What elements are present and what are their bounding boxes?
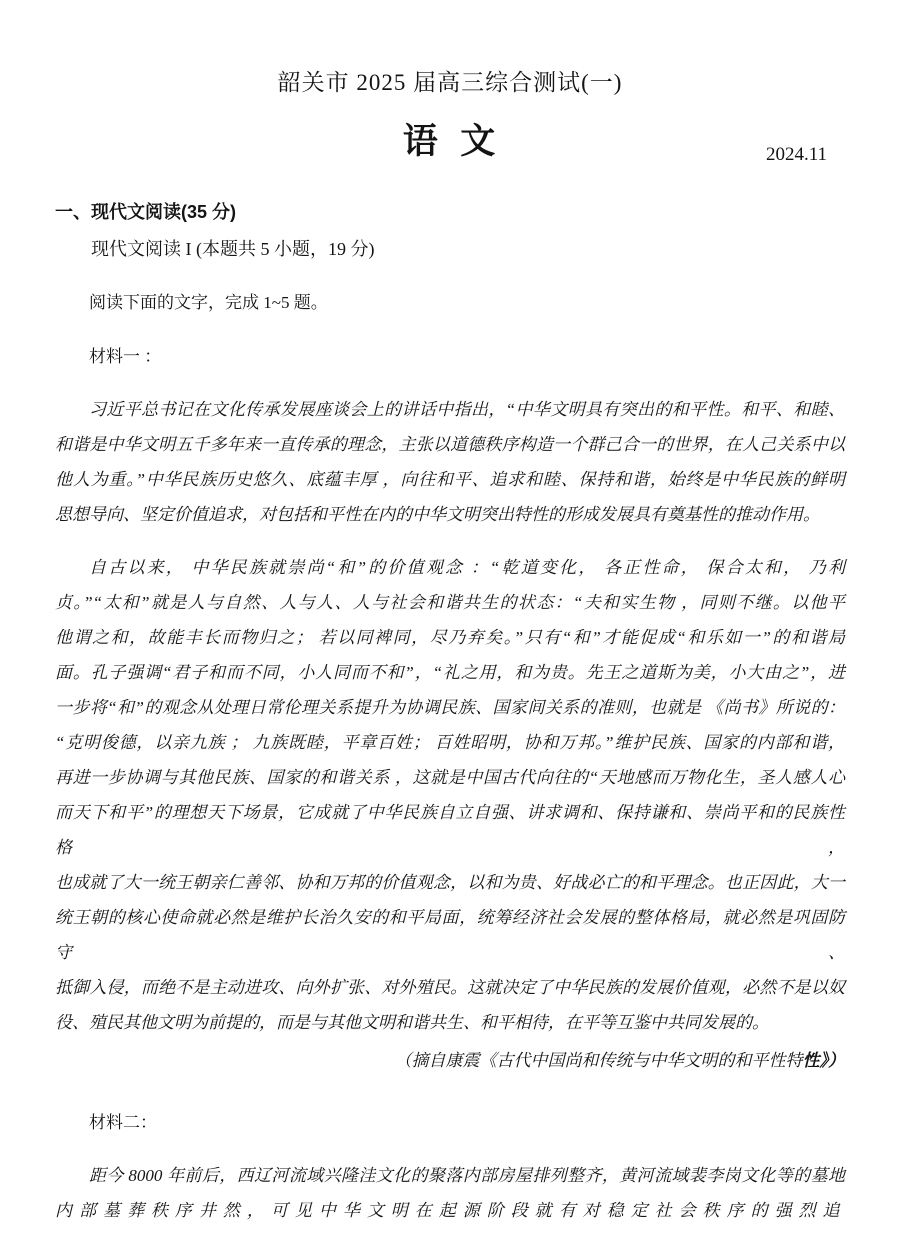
modern-reading-part1-subheading: 现代文阅读 I (本题共 5 小题，19 分) <box>91 239 375 259</box>
text-line: 而天下和平”的理想天下场景，它成就了中华民族自立自强、讲求调和、保持谦和、崇尚平和的民族性格， <box>55 803 845 857</box>
text-line: 内部墓葬秩序井然，可见中华文明在起源阶段就有对稳定社会秩序的强烈追 <box>55 1201 845 1220</box>
subject-title-row <box>55 114 845 170</box>
reading-instruction: 阅读下面的文字，完成 1~5 题。 <box>89 293 328 312</box>
text-line: 贞。”“太和”就是人与自然、人与人、人与社会和谐共生的状态：“夫和实生物 ，同则不继。以他平 <box>55 593 845 612</box>
section-one-heading: 一、现代文阅读(35 分) <box>55 202 237 222</box>
text-line: 自古以来， 中华民族就崇尚“和”的价值观念 ：“乾道变化， 各正性命， 保合太和， 乃利 <box>89 558 845 577</box>
text-line: 面。孔子强调“君子和而不同，小人同而不和”，“礼之用，和为贵。先王之道斯为美，小大由之”，进 <box>55 663 845 682</box>
text-line: 一步将“和”的观念从处理日常伦理关系提升为协调民族、国家间关系的准则，也就是 《尚书》所说的： <box>55 698 845 717</box>
text-line: 役、殖民其他文明为前提的，而是与其他文明和谐共生、和平相待，在平等互鉴中共同发展的。 <box>55 1013 769 1032</box>
material-one-paragraph-1 <box>55 392 845 532</box>
exam-title: 韶关市 2025 届高三综合测试(一) <box>277 70 623 95</box>
text-line: 也成就了大一统王朝亲仁善邻、协和万邦的价值观念，以和为贵、好战必亡的和平理念。也正因此，大一 <box>55 873 845 892</box>
attribution-text: （摘自康震《古代中国尚和传统与中华文明的和平性特 <box>394 1051 803 1070</box>
text-line: 习近平总书记在文化传承发展座谈会上的讲话中指出，“中华文明具有突出的和平性。和平、和睦、 <box>89 400 845 419</box>
attribution-bold-tail: 性》） <box>802 1051 845 1070</box>
exam-date: 2024.11 <box>765 144 827 165</box>
material-one-paragraph-2 <box>55 550 845 1040</box>
text-line: 统王朝的核心使命就必然是维护长治久安的和平局面，统筹经济社会发展的整体格局，就必然是巩固防守、 <box>55 908 845 962</box>
text-line: 和谐是中华文明五千多年来一直传承的理念，主张以道德秩序构造一个群己合一的世界，在人己关系中以 <box>55 435 845 454</box>
text-line: 思想导向、坚定价值追求，对包括和平性在内的中华文明突出特性的形成发展具有奠基性的推动作用。 <box>55 505 820 524</box>
material-one-attribution <box>55 1048 845 1074</box>
text-line: 距今 8000 年前后，西辽河流域兴隆洼文化的聚落内部房屋排列整齐，黄河流域裴李岗文化等的墓地 <box>89 1166 845 1185</box>
material-two-paragraph-1 <box>55 1158 845 1228</box>
text-line: “克明俊德，以亲九族 ； 九族既睦，平章百姓； 百姓昭明，协和万邦。”维护民族、国家的内部和谐， <box>55 733 845 752</box>
text-line: 他人为重。”中华民族历史悠久、底蕴丰厚 ，向往和平、追求和睦、保持和谐，始终是中华民族的鲜明 <box>55 470 845 489</box>
material-two-label: 材料二： <box>89 1113 157 1132</box>
exam-header <box>55 68 845 170</box>
subject-title: 语 文 <box>402 122 498 161</box>
text-line: 抵御入侵，而绝不是主动进攻、向外扩张、对外殖民。这就决定了中华民族的发展价值观，必然不是以奴 <box>55 978 845 997</box>
text-line: 他谓之和，故能丰长而物归之； 若以同裨同，尽乃弃矣。”只有“和”才能促成“和乐如一”的和谐局 <box>55 628 845 647</box>
text-line: 再进一步协调与其他民族、国家的和谐关系 ，这就是中国古代向往的“天地感而万物化生，圣人感人心 <box>55 768 845 787</box>
material-one-label: 材料一 ： <box>89 347 162 366</box>
